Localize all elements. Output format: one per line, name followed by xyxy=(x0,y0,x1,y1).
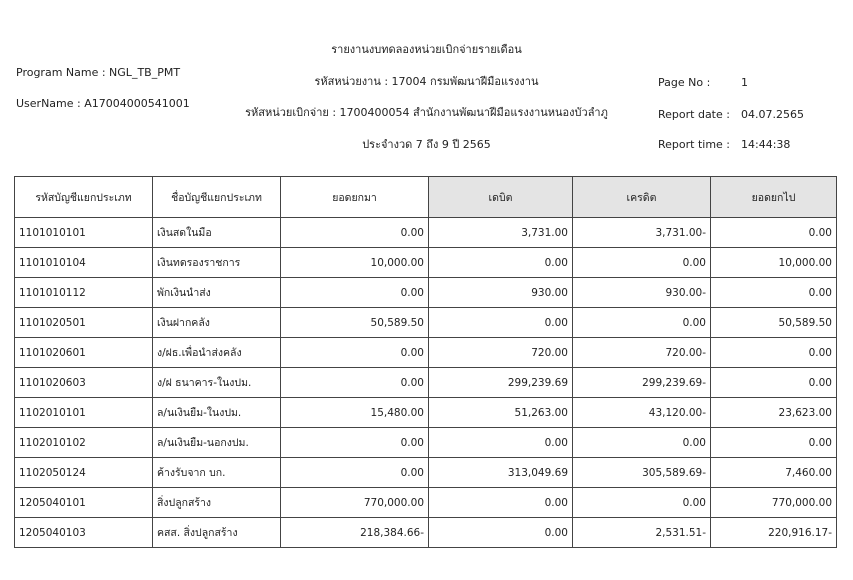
credit: 0.00 xyxy=(573,428,711,458)
debit: 313,049.69 xyxy=(429,458,573,488)
user-name: UserName : A17004000541001 xyxy=(16,97,190,110)
closing-balance: 220,916.17- xyxy=(711,518,837,548)
account-name: เงินทดรองราชการ xyxy=(153,248,281,278)
header-credit: เครดิต xyxy=(573,177,711,218)
report-date-label: Report date : xyxy=(658,108,730,121)
opening-balance: 15,480.00 xyxy=(281,398,429,428)
table-row xyxy=(15,218,837,248)
account-code: 1102050124 xyxy=(15,458,153,488)
table-row xyxy=(15,338,837,368)
closing-balance: 50,589.50 xyxy=(711,308,837,338)
opening-balance: 50,589.50 xyxy=(281,308,429,338)
opening-balance: 0.00 xyxy=(281,338,429,368)
closing-balance: 0.00 xyxy=(711,218,837,248)
table-row xyxy=(15,248,837,278)
debit: 0.00 xyxy=(429,308,573,338)
account-code: 1101020501 xyxy=(15,308,153,338)
header-debit: เดบิต xyxy=(429,177,573,218)
credit: 930.00- xyxy=(573,278,711,308)
account-code: 1205040103 xyxy=(15,518,153,548)
account-name: เงินฝากคลัง xyxy=(153,308,281,338)
debit: 0.00 xyxy=(429,488,573,518)
account-name: พักเงินนำส่ง xyxy=(153,278,281,308)
credit: 0.00 xyxy=(573,488,711,518)
credit: 720.00- xyxy=(573,338,711,368)
opening-balance: 218,384.66- xyxy=(281,518,429,548)
table-row xyxy=(15,278,837,308)
table-row xyxy=(15,518,837,548)
closing-balance: 0.00 xyxy=(711,428,837,458)
header-closing-balance: ยอดยกไป xyxy=(711,177,837,218)
account-code: 1101010101 xyxy=(15,218,153,248)
table-row xyxy=(15,428,837,458)
account-name: เงินสดในมือ xyxy=(153,218,281,248)
credit: 43,120.00- xyxy=(573,398,711,428)
debit: 930.00 xyxy=(429,278,573,308)
account-name: ค้างรับจาก บก. xyxy=(153,458,281,488)
opening-balance: 0.00 xyxy=(281,458,429,488)
table-row xyxy=(15,458,837,488)
closing-balance: 0.00 xyxy=(711,368,837,398)
period-line: ประจำงวด 7 ถึง 9 ปี 2565 xyxy=(362,138,491,151)
debit: 3,731.00 xyxy=(429,218,573,248)
account-code: 1101010112 xyxy=(15,278,153,308)
credit: 3,731.00- xyxy=(573,218,711,248)
account-name: ล/นเงินยืม-ในงปม. xyxy=(153,398,281,428)
account-code: 1101010104 xyxy=(15,248,153,278)
debit: 720.00 xyxy=(429,338,573,368)
page-value: 1 xyxy=(741,76,748,89)
trial-balance-table xyxy=(14,176,837,548)
debit: 51,263.00 xyxy=(429,398,573,428)
account-name: ล/นเงินยืม-นอกงปม. xyxy=(153,428,281,458)
report-date-value: 04.07.2565 xyxy=(741,108,804,121)
header-opening-balance: ยอดยกมา xyxy=(281,177,429,218)
closing-balance: 23,623.00 xyxy=(711,398,837,428)
page-label: Page No : xyxy=(658,76,711,89)
debit: 0.00 xyxy=(429,518,573,548)
report-time-value: 14:44:38 xyxy=(741,138,791,151)
report-title: รายงานงบทดลองหน่วยเบิกจ่ายรายเดือน xyxy=(331,43,522,56)
header-account-name: ชื่อบัญชีแยกประเภท xyxy=(153,177,281,218)
closing-balance: 770,000.00 xyxy=(711,488,837,518)
credit: 0.00 xyxy=(573,308,711,338)
table-header-row xyxy=(15,177,837,218)
debit: 0.00 xyxy=(429,428,573,458)
opening-balance: 770,000.00 xyxy=(281,488,429,518)
account-code: 1205040101 xyxy=(15,488,153,518)
account-code: 1102010102 xyxy=(15,428,153,458)
closing-balance: 10,000.00 xyxy=(711,248,837,278)
closing-balance: 7,460.00 xyxy=(711,458,837,488)
credit: 299,239.69- xyxy=(573,368,711,398)
unit-line: รหัสหน่วยงาน : 17004 กรมพัฒนาฝีมือแรงงาน xyxy=(314,75,539,88)
program-name: Program Name : NGL_TB_PMT xyxy=(16,66,181,79)
account-code: 1102010101 xyxy=(15,398,153,428)
header-account-code: รหัสบัญชีแยกประเภท xyxy=(15,177,153,218)
account-name: สิ่งปลูกสร้าง xyxy=(153,488,281,518)
credit: 305,589.69- xyxy=(573,458,711,488)
account-name: คสส. สิ่งปลูกสร้าง xyxy=(153,518,281,548)
opening-balance: 10,000.00 xyxy=(281,248,429,278)
credit: 2,531.51- xyxy=(573,518,711,548)
table-row xyxy=(15,308,837,338)
opening-balance: 0.00 xyxy=(281,278,429,308)
table-row xyxy=(15,488,837,518)
account-name: ง/ฝธ.เพื่อนำส่งคลัง xyxy=(153,338,281,368)
account-name: ง/ฝ ธนาคาร-ในงปม. xyxy=(153,368,281,398)
opening-balance: 0.00 xyxy=(281,428,429,458)
closing-balance: 0.00 xyxy=(711,338,837,368)
account-code: 1101020603 xyxy=(15,368,153,398)
opening-balance: 0.00 xyxy=(281,368,429,398)
table-row xyxy=(15,398,837,428)
table-row xyxy=(15,368,837,398)
disbursement-unit-line: รหัสหน่วยเบิกจ่าย : 1700400054 สำนักงานพัฒนาฝีมือแรงงานหนองบัวลำภู xyxy=(245,106,608,119)
debit: 299,239.69 xyxy=(429,368,573,398)
report-time-label: Report time : xyxy=(658,138,731,151)
closing-balance: 0.00 xyxy=(711,278,837,308)
opening-balance: 0.00 xyxy=(281,218,429,248)
debit: 0.00 xyxy=(429,248,573,278)
credit: 0.00 xyxy=(573,248,711,278)
account-code: 1101020601 xyxy=(15,338,153,368)
